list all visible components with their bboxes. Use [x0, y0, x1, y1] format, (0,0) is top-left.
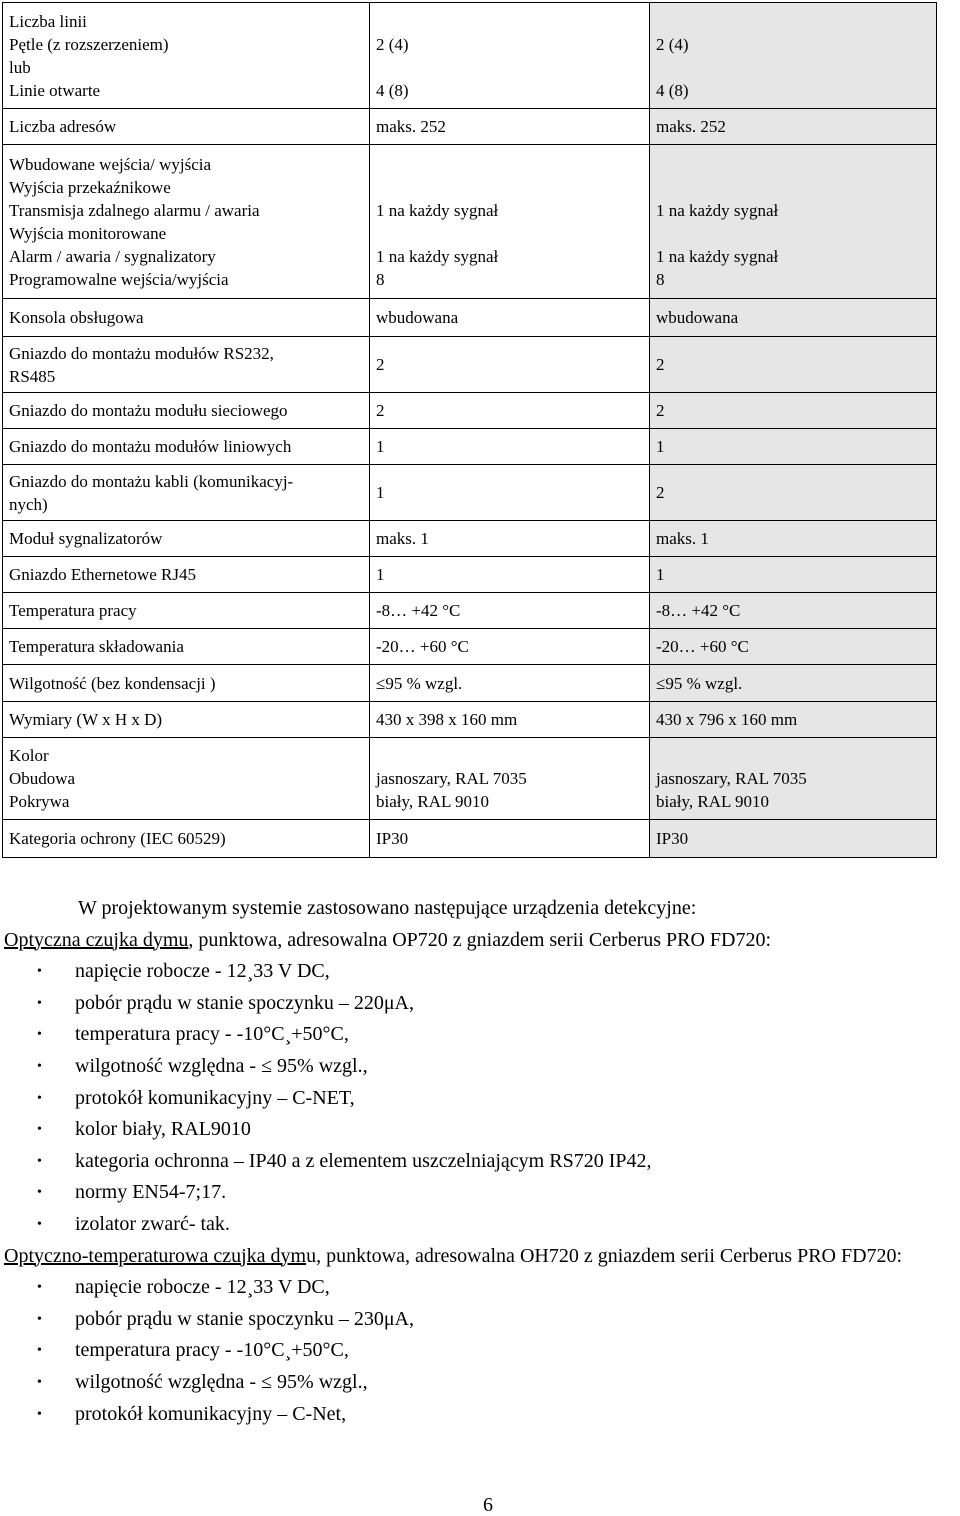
value-system-1-line: -20… +60 °C: [376, 637, 469, 656]
value-system-1-line: [376, 10, 643, 33]
value-system-1-lines: [376, 153, 643, 291]
value-system-2-lines: [656, 599, 930, 622]
value-system-2-cell: [650, 665, 937, 702]
value-system-1-line: 1 na każdy sygnał: [376, 246, 499, 266]
row-label-line: Moduł sygnalizatorów: [9, 529, 163, 548]
value-system-2-line: [656, 10, 930, 33]
list-item: [0, 1304, 960, 1336]
row-label-cell: [3, 593, 370, 629]
table-row: [3, 299, 937, 337]
list-item: [0, 988, 960, 1020]
value-system-2-line: [656, 222, 930, 245]
bullet-icon: •: [37, 1374, 42, 1390]
list-item-text: wilgotność względna - ≤ 95% wzgl.,: [75, 1370, 368, 1393]
row-label-cell: [3, 557, 370, 593]
list-item-text: temperatura pracy - -10°C¸+50°C,: [75, 1339, 349, 1362]
table-row: [3, 337, 937, 393]
table-row: [3, 393, 937, 429]
row-label-lines: [9, 342, 363, 388]
value-system-1-cell: [370, 521, 650, 557]
value-system-1-line: 1 na każdy sygnał: [376, 200, 499, 220]
list-item-text: kolor biały, RAL9010: [75, 1118, 251, 1141]
row-label-lines: [9, 827, 363, 850]
value-system-1-line: 1: [376, 565, 385, 584]
row-label-line: Gniazdo do montażu modułów liniowych: [9, 437, 292, 456]
row-label-cell: [3, 429, 370, 465]
value-system-1-line: 4 (8): [376, 80, 409, 100]
value-system-1-cell: [370, 665, 650, 702]
value-system-2-lines: [656, 827, 930, 850]
row-label-line: Wilgotność (bez kondensacji ): [9, 673, 216, 693]
body-text: [0, 893, 960, 1430]
value-system-1-cell: [370, 337, 650, 393]
value-system-2-line: 1: [656, 437, 665, 456]
value-system-2-lines: [656, 353, 930, 376]
value-system-2-cell: [650, 465, 937, 521]
list-item-text: pobór prądu w stanie spoczynku – 230μA,: [75, 1307, 414, 1330]
table-row: [3, 465, 937, 521]
list-item: [0, 1272, 960, 1304]
value-system-2-line: [656, 744, 930, 767]
row-label-lines: [9, 672, 363, 695]
list-item: [0, 1177, 960, 1209]
value-system-2-line: 2 (4): [656, 34, 689, 54]
row-label-lines: [9, 470, 363, 516]
value-system-2-cell: [650, 429, 937, 465]
value-system-1-lines: [376, 435, 643, 458]
value-system-2-cell: [650, 393, 937, 429]
value-system-2-lines: [656, 115, 930, 138]
device2-bullet-list: [0, 1272, 960, 1430]
value-system-1-lines: [376, 563, 643, 586]
row-label-line: Liczba linii: [9, 11, 87, 31]
specification-table-body: [3, 3, 937, 858]
row-label-line: Kategoria ochrony (IEC 60529): [9, 829, 226, 848]
row-label-line: lub: [9, 57, 31, 77]
row-label-cell: [3, 738, 370, 820]
table-row: [3, 109, 937, 145]
row-label-line: Gniazdo Ethernetowe RJ45: [9, 565, 196, 584]
value-system-2-line: 4 (8): [656, 80, 689, 100]
row-label-line: Liczba adresów: [9, 117, 117, 136]
value-system-2-line: maks. 1: [656, 529, 709, 548]
table-row: [3, 593, 937, 629]
row-label-cell: [3, 820, 370, 858]
row-label-lines: [9, 153, 363, 291]
table-row: [3, 629, 937, 665]
value-system-1-cell: [370, 429, 650, 465]
row-label-lines: [9, 527, 363, 550]
value-system-2-line: 2: [656, 401, 665, 420]
row-label-line: Gniazdo do montażu modułu sieciowego: [9, 401, 288, 420]
row-label-line: RS485: [9, 366, 56, 386]
bullet-icon: •: [37, 964, 42, 980]
value-system-1-lines: [376, 306, 643, 329]
value-system-2-line: 430 x 796 x 160 mm: [656, 710, 798, 729]
bullet-icon: •: [37, 1027, 42, 1043]
value-system-1-lines: [376, 635, 643, 658]
value-system-1-cell: [370, 557, 650, 593]
value-system-2-line: biały, RAL 9010: [656, 792, 770, 811]
bullet-icon: •: [37, 1185, 42, 1201]
value-system-1-line: 1: [376, 483, 385, 502]
value-system-2-line: 1 na każdy sygnał: [656, 246, 779, 266]
list-item-text: napięcie robocze - 12¸33 V DC,: [75, 1276, 330, 1299]
value-system-2-lines: [656, 10, 930, 102]
list-item: [0, 1367, 960, 1399]
value-system-1-line: [376, 176, 643, 199]
value-system-1-lines: [376, 744, 643, 813]
value-system-2-cell: [650, 738, 937, 820]
list-item-text: pobór prądu w stanie spoczynku – 220μA,: [75, 991, 414, 1014]
value-system-1-line: 2 (4): [376, 34, 409, 54]
value-system-2-cell: [650, 521, 937, 557]
bullet-icon: •: [37, 1216, 42, 1232]
row-label-cell: [3, 3, 370, 109]
row-label-line: Transmisja zdalnego alarmu / awaria: [9, 200, 260, 220]
value-system-1-lines: [376, 10, 643, 102]
device1-name: Optyczna czujka dymu: [4, 928, 189, 951]
list-item: [0, 1083, 960, 1115]
bullet-icon: •: [37, 1280, 42, 1296]
row-label-lines: [9, 635, 363, 658]
value-system-2-cell: [650, 299, 937, 337]
value-system-2-lines: [656, 306, 930, 329]
list-item: [0, 956, 960, 988]
value-system-2-cell: [650, 557, 937, 593]
value-system-2-cell: [650, 337, 937, 393]
list-item: [0, 1146, 960, 1178]
value-system-1-lines: [376, 827, 643, 850]
bullet-icon: •: [37, 1122, 42, 1138]
value-system-2-line: [656, 176, 930, 199]
table-row: [3, 521, 937, 557]
row-label-line: Pętle (z rozszerzeniem): [9, 34, 169, 54]
table-row: [3, 820, 937, 858]
row-label-lines: [9, 435, 363, 458]
row-label-line: nych): [9, 494, 48, 514]
row-label-cell: [3, 145, 370, 299]
value-system-1-lines: [376, 527, 643, 550]
value-system-1-line: 1: [376, 437, 385, 456]
value-system-2-line: -20… +60 °C: [656, 637, 749, 656]
value-system-1-cell: [370, 393, 650, 429]
row-label-line: Obudowa: [9, 769, 76, 788]
value-system-2-line: 2: [656, 355, 665, 374]
row-label-line: Wbudowane wejścia/ wyjścia: [9, 154, 212, 174]
row-label-lines: [9, 563, 363, 586]
list-item: [0, 1335, 960, 1367]
value-system-2-cell: [650, 629, 937, 665]
value-system-1-line: -8… +42 °C: [376, 601, 461, 620]
list-item-text: protokół komunikacyjny – C-NET,: [75, 1086, 355, 1109]
row-label-lines: [9, 744, 363, 813]
value-system-1-lines: [376, 399, 643, 422]
row-label-lines: [9, 708, 363, 731]
list-item-text: protokół komunikacyjny – C-Net,: [75, 1402, 347, 1425]
table-row: [3, 429, 937, 465]
value-system-2-lines: [656, 744, 930, 813]
value-system-1-lines: [376, 115, 643, 138]
list-item-text: napięcie robocze - 12¸33 V DC,: [75, 960, 330, 983]
row-label-line: Wyjścia monitorowane: [9, 223, 167, 243]
row-label-cell: [3, 465, 370, 521]
value-system-2-lines: [656, 527, 930, 550]
page-number: 6: [483, 1494, 493, 1516]
row-label-line: Gniazdo do montażu kabli (komunikacyj-: [9, 471, 294, 491]
row-label-line: Wyjścia przekaźnikowe: [9, 177, 171, 197]
specification-table: [2, 2, 937, 858]
value-system-2-lines: [656, 481, 930, 504]
device2-name: Optyczno-temperaturowa czujka dym: [4, 1244, 307, 1267]
value-system-2-cell: [650, 593, 937, 629]
value-system-2-cell: [650, 702, 937, 738]
bullet-icon: •: [37, 1343, 42, 1359]
value-system-2-line: 1: [656, 565, 665, 584]
value-system-1-line: 430 x 398 x 160 mm: [376, 710, 518, 729]
list-item: [0, 1019, 960, 1051]
table-row: [3, 557, 937, 593]
row-label-line: Temperatura pracy: [9, 601, 137, 620]
row-label-lines: [9, 115, 363, 138]
row-label-line: Wymiary (W x H x D): [9, 710, 163, 729]
value-system-1-cell: [370, 299, 650, 337]
table-row: [3, 738, 937, 820]
value-system-1-line: maks. 252: [376, 117, 446, 136]
row-label-cell: [3, 337, 370, 393]
row-label-line: Alarm / awaria / sygnalizatory: [9, 246, 216, 266]
row-label-line: Programowalne wejścia/wyjścia: [9, 269, 229, 289]
device2-description: u, punktowa, adresowalna OH720 z gniazdem serii Cerberus PRO FD720:: [306, 1244, 903, 1267]
list-item: [0, 1399, 960, 1431]
value-system-1-line: maks. 1: [376, 529, 429, 548]
value-system-1-cell: [370, 109, 650, 145]
value-system-2-line: ≤95 % wzgl.: [656, 673, 743, 693]
intro-text: W projektowanym systemie zastosowano następujące urządzenia detekcyjne:: [78, 897, 697, 919]
list-item: [0, 1051, 960, 1083]
value-system-1-cell: [370, 465, 650, 521]
value-system-1-line: ≤95 % wzgl.: [376, 673, 463, 693]
value-system-1-cell: [370, 3, 650, 109]
value-system-2-line: 8: [656, 269, 665, 289]
value-system-2-line: [656, 153, 930, 176]
row-label-lines: [9, 10, 363, 102]
value-system-1-line: jasnoszary, RAL 7035: [376, 769, 527, 788]
bullet-icon: •: [37, 1153, 42, 1169]
row-label-cell: [3, 629, 370, 665]
value-system-2-cell: [650, 109, 937, 145]
value-system-2-line: IP30: [656, 829, 689, 848]
row-label-lines: [9, 399, 363, 422]
value-system-1-line: [376, 153, 643, 176]
value-system-2-line: 1 na każdy sygnał: [656, 200, 779, 220]
list-item-text: normy EN54-7;17.: [75, 1181, 227, 1204]
value-system-2-line: wbudowana: [656, 308, 739, 327]
value-system-2-lines: [656, 563, 930, 586]
row-label-line: Pokrywa: [9, 792, 70, 811]
value-system-2-line: jasnoszary, RAL 7035: [656, 769, 807, 788]
value-system-2-cell: [650, 145, 937, 299]
value-system-1-lines: [376, 708, 643, 731]
value-system-1-line: wbudowana: [376, 308, 459, 327]
row-label-cell: [3, 665, 370, 702]
value-system-1-cell: [370, 629, 650, 665]
row-label-line: Konsola obsługowa: [9, 308, 144, 327]
device1-heading: [0, 925, 960, 957]
row-label-line: Kolor: [9, 746, 49, 765]
list-item-text: temperatura pracy - -10°C¸+50°C,: [75, 1023, 349, 1046]
value-system-1-cell: [370, 820, 650, 858]
value-system-1-line: [376, 222, 643, 245]
row-label-cell: [3, 521, 370, 557]
value-system-1-lines: [376, 353, 643, 376]
row-label-lines: [9, 306, 363, 329]
row-label-cell: [3, 109, 370, 145]
value-system-1-lines: [376, 481, 643, 504]
value-system-1-cell: [370, 702, 650, 738]
value-system-1-line: 8: [376, 269, 385, 289]
row-label-line: Gniazdo do montażu modułów RS232,: [9, 343, 274, 363]
value-system-1-line: biały, RAL 9010: [376, 792, 490, 811]
table-row: [3, 665, 937, 702]
table-row: [3, 145, 937, 299]
value-system-2-line: 2: [656, 483, 665, 502]
list-item: [0, 1209, 960, 1241]
device1-bullet-list: [0, 956, 960, 1240]
row-label-lines: [9, 599, 363, 622]
device2-heading: [0, 1241, 959, 1273]
value-system-2-line: [656, 56, 930, 79]
value-system-1-line: [376, 56, 643, 79]
value-system-2-line: -8… +42 °C: [656, 601, 741, 620]
bullet-icon: •: [37, 1406, 42, 1422]
value-system-2-lines: [656, 399, 930, 422]
table-row: [3, 3, 937, 109]
row-label-line: Linie otwarte: [9, 80, 101, 100]
table-row: [3, 702, 937, 738]
bullet-icon: •: [37, 1311, 42, 1327]
value-system-1-cell: [370, 593, 650, 629]
value-system-2-cell: [650, 3, 937, 109]
list-item: [0, 1114, 960, 1146]
value-system-2-lines: [656, 435, 930, 458]
row-label-cell: [3, 299, 370, 337]
bullet-icon: •: [37, 1058, 42, 1074]
bullet-icon: •: [37, 995, 42, 1011]
row-label-cell: [3, 393, 370, 429]
list-item-text: izolator zwarć- tak.: [75, 1212, 230, 1235]
value-system-2-lines: [656, 635, 930, 658]
value-system-1-line: [376, 744, 643, 767]
bullet-icon: •: [37, 1090, 42, 1106]
row-label-line: Temperatura składowania: [9, 637, 184, 656]
value-system-1-lines: [376, 672, 643, 695]
list-item-text: wilgotność względna - ≤ 95% wzgl.,: [75, 1054, 368, 1077]
list-item-text: kategoria ochronna – IP40 a z elementem uszczelniającym RS720 IP42,: [75, 1149, 652, 1172]
value-system-2-lines: [656, 708, 930, 731]
value-system-1-line: 2: [376, 401, 385, 420]
value-system-1-lines: [376, 599, 643, 622]
value-system-2-cell: [650, 820, 937, 858]
value-system-1-line: 2: [376, 355, 385, 374]
value-system-2-lines: [656, 153, 930, 291]
value-system-2-lines: [656, 672, 930, 695]
value-system-1-line: IP30: [376, 829, 409, 848]
value-system-1-cell: [370, 145, 650, 299]
value-system-2-line: maks. 252: [656, 117, 726, 136]
value-system-1-cell: [370, 738, 650, 820]
row-label-cell: [3, 702, 370, 738]
device1-description: , punktowa, adresowalna OP720 z gniazdem serii Cerberus PRO FD720:: [188, 928, 772, 951]
